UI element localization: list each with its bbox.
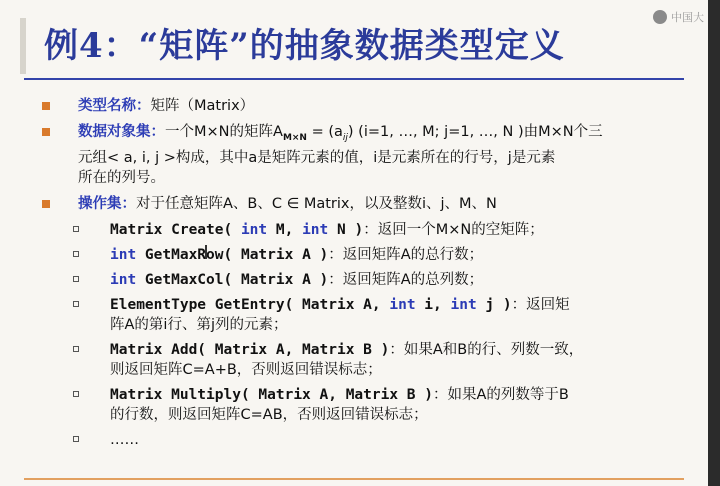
subscript: M×N <box>282 132 307 143</box>
op-description: ：如果A和B的行、列数一致， <box>389 341 584 358</box>
op-keyword: int <box>110 271 137 288</box>
watermark <box>653 8 704 26</box>
hollow-square-icon <box>73 226 79 232</box>
op-description: ：返回矩阵A的总行数； <box>328 246 484 263</box>
hollow-square-icon <box>73 436 79 442</box>
bullet-text: ) (i=1, …, M; j=1, …, N )由M×N个三 <box>347 124 603 140</box>
op-signature: Matrix Create( <box>110 221 241 238</box>
op-description: ：如果A的列数等于B <box>433 386 569 403</box>
bullet-text: 一个M×N的矩阵A <box>165 124 283 140</box>
operation-multiply <box>42 385 682 425</box>
op-description: 则返回矩阵C=A+B，否则返回错误标志； <box>110 361 382 378</box>
op-keyword: int <box>110 246 137 263</box>
op-signature: j ) <box>476 296 512 313</box>
bullet-text: 所在的列号。 <box>78 169 165 186</box>
op-signature: Matrix Add( Matrix A, Matrix B ) <box>110 341 390 358</box>
bullet-label: 类型名称： <box>78 98 151 114</box>
slide-content <box>42 96 682 455</box>
operation-getmaxcol <box>42 270 682 290</box>
operation-list <box>42 220 682 450</box>
watermark-text: 中国大 <box>671 11 704 24</box>
op-signature: M, <box>267 221 303 238</box>
title-bar <box>0 0 708 80</box>
op-signature: ElementType GetEntry( Matrix A, <box>110 296 390 313</box>
op-keyword: int <box>389 296 416 313</box>
op-ellipsis: …… <box>110 431 139 448</box>
hollow-square-icon <box>73 276 79 282</box>
mouse-cursor-icon <box>205 245 215 259</box>
hollow-square-icon <box>73 391 79 397</box>
op-signature: GetMaxCol( Matrix A ) <box>136 271 329 288</box>
op-keyword: int <box>240 221 268 238</box>
bullet-square-icon <box>42 102 50 110</box>
title-rule <box>24 78 684 80</box>
op-signature: GetMaxRow( Matrix A ) <box>136 246 329 263</box>
bullet-square-icon <box>42 200 50 208</box>
bullet-text: 元组< a, i, j >构成，其中a是矩阵元素的值，i是元素所在的行号，j是元素 <box>78 149 556 166</box>
operation-add <box>42 340 682 380</box>
subscript: ij <box>342 132 348 143</box>
title-accent <box>20 18 26 74</box>
op-keyword: int <box>302 221 329 238</box>
bullet-text: 矩阵（Matrix） <box>150 98 255 114</box>
bullet-type-name <box>42 96 682 116</box>
bullet-text: = (a <box>306 124 343 140</box>
screen-edge <box>708 0 720 486</box>
logo-icon <box>653 10 667 24</box>
hollow-square-icon <box>73 346 79 352</box>
op-description: ：返回矩 <box>511 296 570 313</box>
op-signature: N ) <box>328 221 364 238</box>
operation-create <box>42 220 682 240</box>
hollow-square-icon <box>73 251 79 257</box>
bullet-square-icon <box>42 128 50 136</box>
hollow-square-icon <box>73 301 79 307</box>
bullet-operations <box>42 194 682 214</box>
bottom-rule <box>24 478 684 480</box>
op-keyword: int <box>450 296 477 313</box>
slide-title: 例4：“矩阵”的抽象数据类型定义 <box>44 26 565 66</box>
op-description: ：返回一个M×N的空矩阵； <box>363 221 544 238</box>
operation-getmaxrow <box>42 245 682 265</box>
bullet-label: 数据对象集： <box>78 124 165 140</box>
bullet-label: 操作集： <box>78 195 136 212</box>
op-description: ：返回矩阵A的总列数； <box>328 271 484 288</box>
bullet-text: 对于任意矩阵A、B、C ∈ Matrix，以及整数i、j、M、N <box>136 195 497 212</box>
op-signature: i, <box>415 296 451 313</box>
op-signature: Matrix Multiply( Matrix A, Matrix B ) <box>110 386 434 403</box>
operation-ellipsis <box>42 430 682 450</box>
operation-getentry <box>42 295 682 335</box>
bullet-data-objects <box>42 122 682 188</box>
op-description: 的行数，则返回矩阵C=AB，否则返回错误标志； <box>110 406 428 423</box>
op-description: 阵A的第i行、第j列的元素； <box>110 316 288 333</box>
